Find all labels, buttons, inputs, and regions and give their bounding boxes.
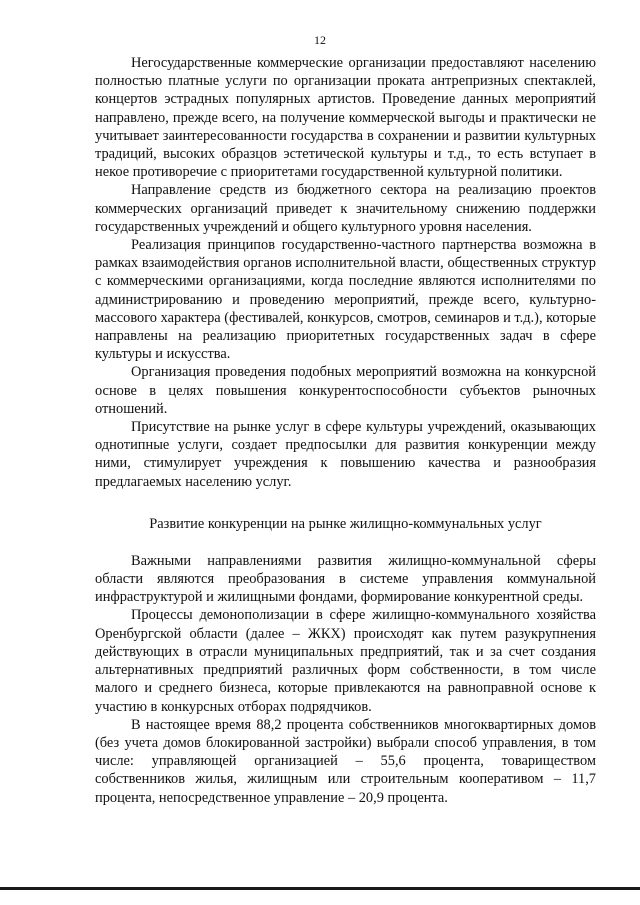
paragraph-housing-directions: Важными направлениями развития жилищно-коммунальной сферы области являются преобразования в системе управления коммунальной инфраструктурой и жилищными фондами, формирование конкурентной среды. — [95, 552, 596, 606]
paragraph-commercial-organizations: Негосударственные коммерческие организации предоставляют населению полностью платные услуги по организации проката антрепризных спектаклей, концертов эстрадных популярных артистов. Проведение данных мероприятий направлено, прежде всего, на получение коммерческой выгоды и практически не учитывает заинтересованности государства в сохранении и развитии культурных традиций, высоких образцов эстетической культуры и т.д., то есть вступает в некое противоречие с приоритетами государственной культурной политики. — [95, 55, 596, 181]
paragraph-public-private-partnership: Реализация принципов государственно-частного партнерства возможна в рамках взаимодействия органов исполнительной власти, общественных структур с коммерческими организациями, когда последние являются исполнителями по администрированию и проведению мероприятий, прежде всего, культурно-массового характера (фестивалей, конкурсов, смотров, семинаров и т.д.), которые направлены на реализацию приоритетных государственных задач в сфере культуры и искусства. — [95, 237, 596, 363]
paragraph-budget-funds: Направление средств из бюджетного сектора на реализацию проектов коммерческих организаций приведет к значительному снижению поддержки государственных учреждений и общего культурного уровня населения. — [95, 182, 596, 235]
bottom-rule-divider — [0, 887, 640, 890]
document-body — [95, 54, 596, 807]
paragraph-culture-market-competition: Присутствие на рынке услуг в сфере культуры учреждений, оказывающих однотипные услуги, создает предпосылки для развития конкуренции между ними, стимулирует учреждения к повышению качества и разнообразия предлагаемых населению услуг. — [95, 419, 596, 490]
section-heading-housing-utilities: Развитие конкуренции на рынке жилищно-коммунальных услуг — [149, 515, 542, 532]
paragraph-demonopolization: Процессы демонополизации в сфере жилищно-коммунального хозяйства Оренбургской области (далее – ЖКХ) происходят как путем разукрупнения действующих в отрасли муниципальных предприятий, так и за счет создания альтернативных предприятий различных форм собственности, в том числе малого и среднего бизнеса, которые привлекаются на равноправной основе к участию в конкурсных отборах подрядчиков. — [95, 607, 596, 715]
paragraph-management-statistics: В настоящее время 88,2 процента собственников многоквартирных домов (без учета домов блокированной застройки) выбрали способ управления, в том числе: управляющей организацией – 55,6 процента, товариществом собственников жилья, жилищным или строительным кооперативом – 11,7 процента, непосредственное управление – 20,9 процента. — [95, 716, 596, 806]
paragraph-competitive-events: Организация проведения подобных мероприятий возможна на конкурсной основе в целях повышения конкурентоспособности субъектов рыночных отношений. — [95, 364, 596, 417]
page-number: 12 — [314, 33, 326, 47]
